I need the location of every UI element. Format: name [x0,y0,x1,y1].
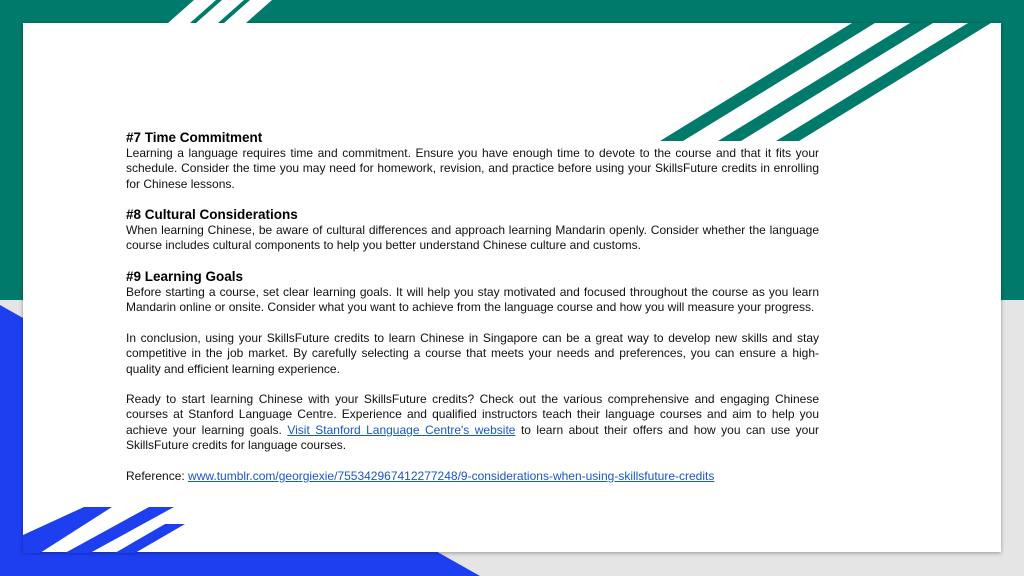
section-body: Learning a language requires time and commitment. Ensure you have enough time to devote to the course and that it fits your schedule. Consider the time you may need for homework, revision, and practice before using your SkillsFuture credits in enrolling for Chinese lessons. [126,146,819,191]
reference-link[interactable]: www.tumblr.com/georgiexie/755342967412277248/9-considerations-when-using-skillsfuture-credits [188,468,715,483]
section-heading: #7 Time Commitment [126,130,263,145]
section-heading: #8 Cultural Considerations [126,207,298,223]
section-body: Before starting a course, set clear learning goals. It will help you stay motivated and focused throughout the course as you learn Mandarin online or onsite. Consider what you want to achieve from the language course and how you will measure your progress. [126,285,819,315]
cta-text-after: to learn about their offers and how you can use your SkillsFuture credits for language courses. [126,422,819,453]
cta-paragraph [126,392,819,453]
article-content [126,130,819,499]
reference-label: Reference: [126,468,189,483]
conclusion-text: In conclusion, using your SkillsFuture credits to learn Chinese in Singapore can be a great way to develop new skills and stay competitive in the job market. By carefully selecting a course that meets your needs and preferences, you can ensure a high-quality and efficient learning experience. [126,330,819,376]
section-heading: #9 Learning Goals [126,269,244,285]
section-time-commitment [126,130,819,192]
section-body: When learning Chinese, be aware of cultural differences and approach learning Mandarin openly. Consider whether the language course includes cultural components to help you better understand Chinese culture and customs. [126,223,819,253]
reference-line [126,469,819,484]
section-cultural-considerations [126,207,819,254]
section-learning-goals [126,269,819,316]
conclusion-paragraph [126,331,819,377]
cta-text [126,392,819,453]
reference-text [126,469,819,484]
stanford-website-link[interactable]: Visit Stanford Language Centre's website [287,422,516,437]
cta-text-before: Ready to start learning Chinese with your SkillsFuture credits? Check out the various comprehensive and engaging Chinese courses at Stanford Language Centre. Experience and qualified instructors teach their language courses and aim to help you achieve your learning goals. [126,392,819,437]
